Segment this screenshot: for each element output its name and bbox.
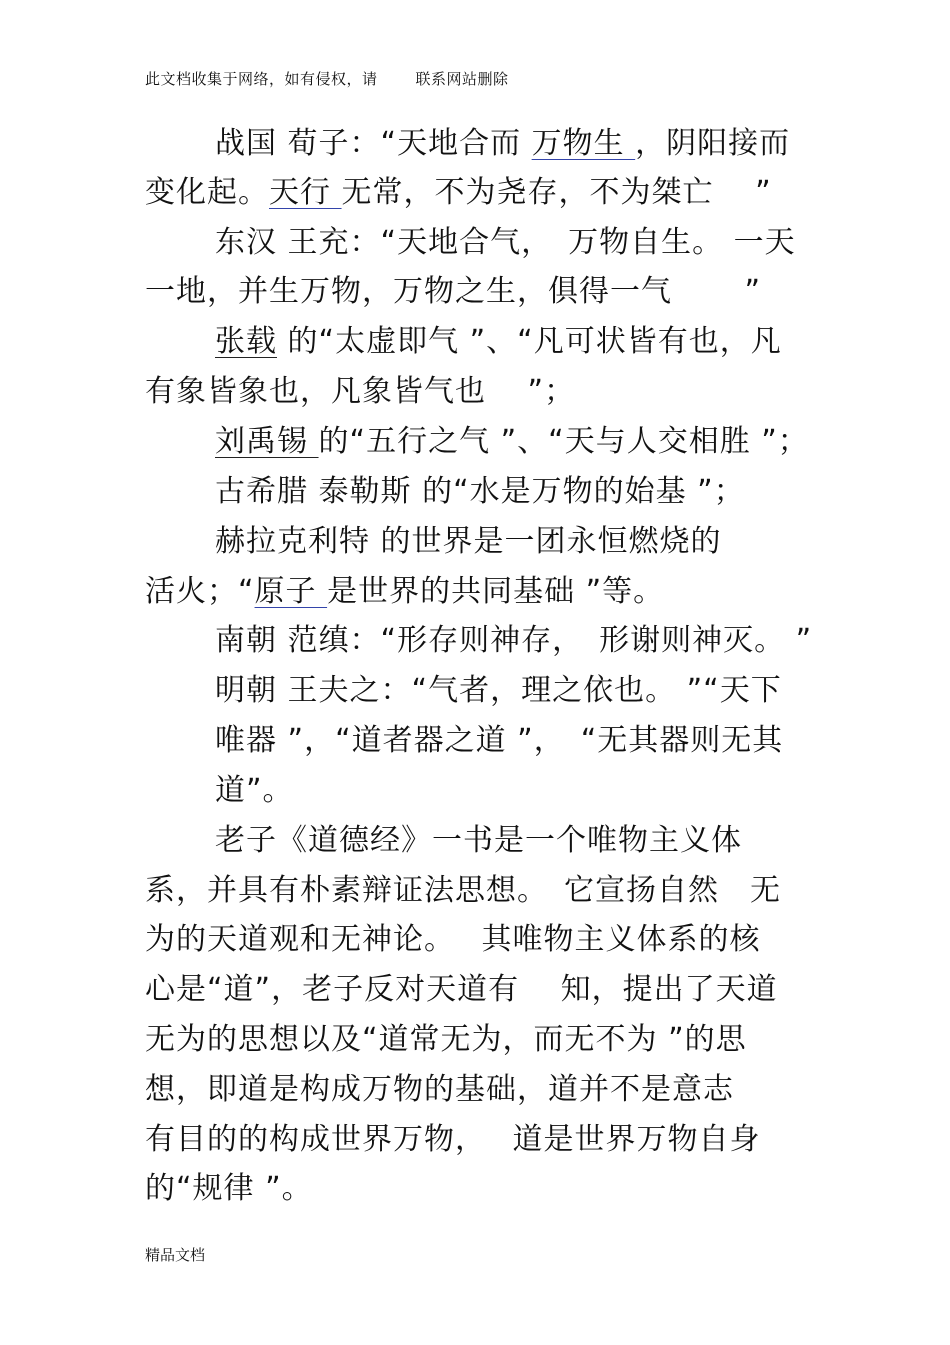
text-line: 老子《道德经》一书是一个唯物主义体 <box>215 823 742 858</box>
text-line: 古希腊 泰勒斯 的“水是万物的始基 ”； <box>215 474 745 509</box>
text-line: 道”。 <box>215 773 294 808</box>
text-line: 为的天道观和无神论。 其唯物主义体系的核 <box>145 922 761 957</box>
header-contact: 联系网站删除 <box>415 70 509 88</box>
text-line: 有象皆象也，凡象皆气也 ”； <box>145 374 576 409</box>
text-line: 活火；“原子 是世界的共同基础 ”等。 <box>145 574 665 609</box>
page-header <box>145 68 509 89</box>
text-line: 唯器 ”，“道者器之道 ”， “无其器则无其 <box>215 723 784 758</box>
text-line: 无为的思想以及“道常无为，而无不为 ”的思 <box>145 1022 747 1057</box>
text-line: 刘禹锡 的“五行之气 ”、“天与人交相胜 ”； <box>215 424 809 459</box>
header-notice: 此文档收集于网络，如有侵权，请 <box>145 70 378 88</box>
underlined-term: 刘禹锡 <box>215 424 319 459</box>
text-line: 战国 荀子：“天地合而 万物生 ，阴阳接而 <box>215 126 791 161</box>
text-line: 的“规律 ”。 <box>145 1171 313 1206</box>
text-line: 变化起。天行 无常，不为尧存，不为桀亡 ” <box>145 175 772 210</box>
text-line: 一地，并生万物，万物之生，俱得一气 ” <box>145 274 762 309</box>
text-line: 有目的的构成世界万物， 道是世界万物自身 <box>145 1122 761 1157</box>
text-line: 南朝 范缜：“形存则神存， 形谢则神灭。 ” <box>215 623 813 658</box>
underlined-term: 天行 <box>269 175 342 210</box>
text-line: 东汉 王充：“天地合气， 万物自生。 一天 <box>215 225 796 260</box>
text-line: 心是“道”，老子反对天道有 知，提出了天道 <box>145 972 778 1007</box>
text-line: 明朝 王夫之：“气者，理之依也。 ”“天下 <box>215 673 782 708</box>
page-footer: 精品文档 <box>145 1246 206 1264</box>
text-line: 赫拉克利特 的世界是一团永恒燃烧的 <box>215 524 722 559</box>
underlined-term: 张载 <box>215 324 277 359</box>
text-line: 想，即道是构成万物的基础，道并不是意志 <box>145 1072 734 1107</box>
underlined-term: 万物生 <box>531 126 636 161</box>
underlined-term: 原子 <box>254 574 328 609</box>
text-line: 系，并具有朴素辩证法思想。 它宣扬自然 无 <box>145 873 781 908</box>
text-line: 张载 的“太虚即气 ”、“凡可状皆有也，凡 <box>215 324 782 359</box>
